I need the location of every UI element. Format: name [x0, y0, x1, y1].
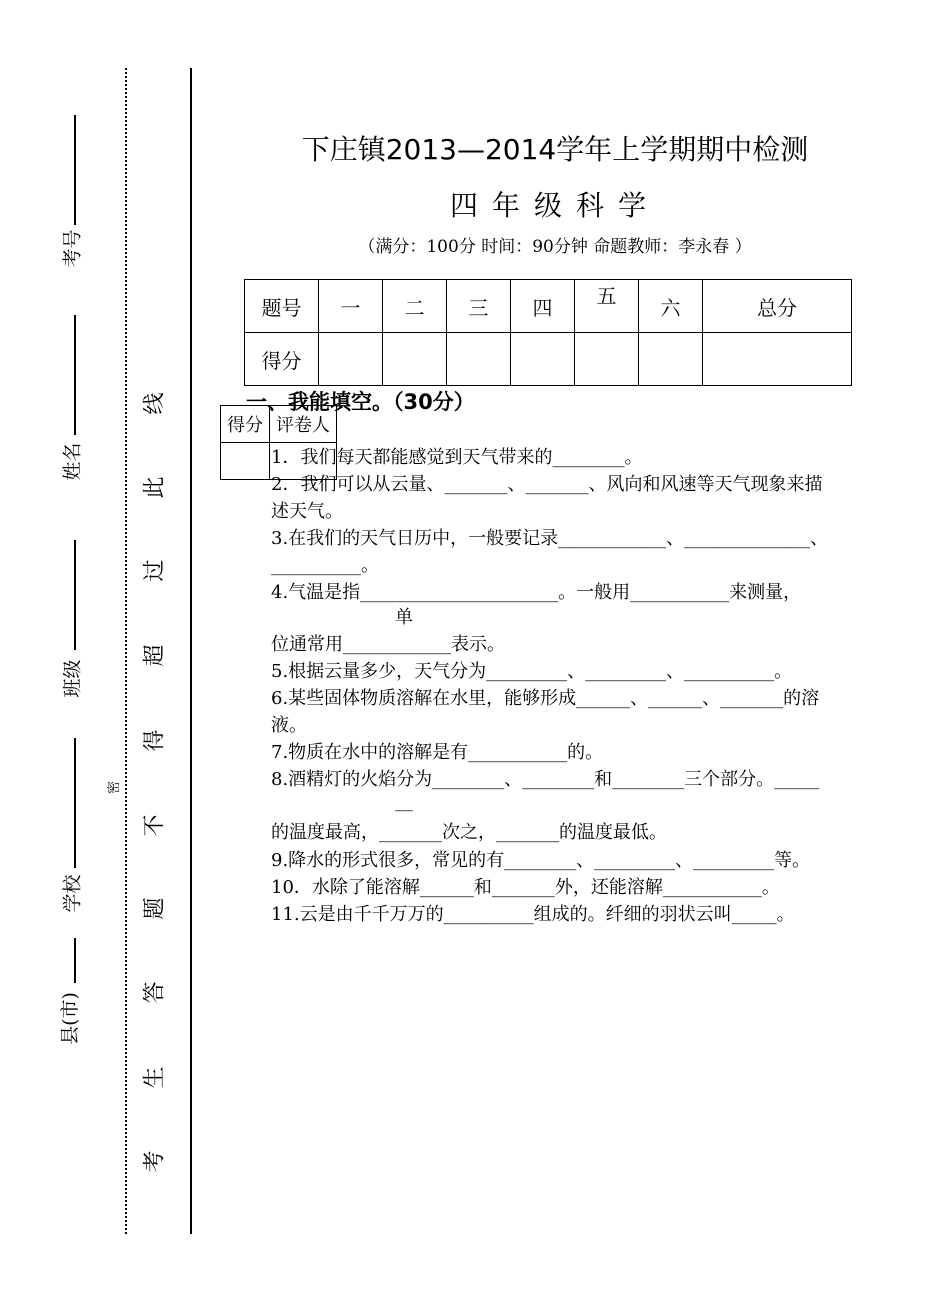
question-line: 7.物质在水中的溶解是有___________的。 [271, 742, 604, 763]
section-heading: 一、我能填空。（30分） [246, 390, 475, 414]
dense-label: 密 [107, 780, 123, 795]
score-header-cell: 五 [575, 280, 639, 333]
seal-char: 得 [142, 729, 168, 752]
score-input-cell[interactable] [575, 333, 639, 386]
exam-number-label: 考号 [61, 229, 84, 268]
question-line: 5.根据云量多少，天气分为_________、_________、__________。 [271, 661, 793, 682]
exam-number-line [74, 115, 76, 225]
seal-char: 此 [142, 476, 168, 499]
exam-info: （满分：100分 时间：90分钟 命题教师：李永春 ） [358, 237, 752, 257]
name-line [74, 315, 76, 435]
score-input-cell[interactable] [511, 333, 575, 386]
score-row-label: 得分 [245, 333, 319, 386]
score-header-cell: 二 [383, 280, 447, 333]
page-title: 下庄镇2013—2014学年上学期期中检测 [301, 133, 809, 166]
table-row [245, 333, 852, 386]
score-header-cell: 四 [511, 280, 575, 333]
class-line [74, 540, 76, 650]
question-line: 单 [395, 607, 413, 628]
question-line: 2．我们可以从云量、_______、_______、风向和风速等天气现象来描 [271, 474, 823, 495]
question-line: __________。 [271, 555, 379, 576]
question-line: 述天气。 [271, 501, 343, 522]
question-line: __ [395, 791, 413, 812]
county-label: 县(市) [58, 992, 81, 1045]
seal-char: 题 [142, 897, 168, 920]
table-row [245, 280, 852, 333]
score-input-cell[interactable] [703, 333, 852, 386]
seal-char: 不 [142, 814, 168, 837]
seal-char: 考 [142, 1150, 168, 1173]
seal-char: 答 [142, 981, 168, 1004]
score-input-cell[interactable] [383, 333, 447, 386]
table-row [221, 406, 337, 443]
grader-score-label: 得分 [221, 406, 270, 443]
grader-score-cell[interactable] [221, 443, 270, 480]
binding-solid-line [190, 68, 192, 1234]
question-line: 11.云是由千千万万的__________组成的。纤细的羽状云叫_____。 [271, 904, 795, 925]
score-header-cell: 题号 [245, 280, 319, 333]
county-line [74, 938, 76, 983]
question-line: 9.降水的形式很多，常见的有________、_________、_________等。 [271, 850, 811, 871]
question-line: 3.在我们的天气日历中，一般要记录____________、______________、 [271, 528, 829, 549]
grader-name-label: 评卷人 [270, 406, 337, 443]
score-header-cell: 总分 [703, 280, 852, 333]
score-table [244, 279, 852, 386]
score-header-cell: 三 [447, 280, 511, 333]
binding-dotted-line [125, 68, 127, 1234]
name-label: 姓名 [61, 442, 84, 481]
question-line: 位通常用____________表示。 [271, 634, 505, 655]
question-line: 1．我们每天都能感觉到天气带来的________。 [271, 447, 643, 468]
seal-char: 超 [142, 644, 168, 667]
seal-char: 生 [142, 1066, 168, 1089]
question-line: 8.酒精灯的火焰分为________、________和________三个部分。_____ [271, 769, 820, 790]
score-input-cell[interactable] [319, 333, 383, 386]
score-input-cell[interactable] [447, 333, 511, 386]
score-header-cell: 六 [639, 280, 703, 333]
question-line: 4.气温是指______________________。一般用___________来测量， [271, 582, 802, 603]
score-header-cell: 一 [319, 280, 383, 333]
question-line: 液。 [271, 715, 307, 736]
question-line: 的温度最高，_______次之，_______的温度最低。 [271, 822, 667, 843]
class-label: 班级 [61, 659, 84, 698]
seal-char: 过 [142, 559, 168, 582]
school-label: 学校 [61, 874, 84, 913]
school-line [74, 738, 76, 868]
score-input-cell[interactable] [639, 333, 703, 386]
question-line: 6.某些固体物质溶解在水里，能够形成______、______、_______的溶 [271, 688, 820, 709]
question-line: 10．水除了能溶解______和_______外，还能溶解___________。 [271, 877, 780, 898]
seal-char: 线 [142, 392, 168, 415]
page-subtitle: 四年级科学 [449, 189, 660, 222]
